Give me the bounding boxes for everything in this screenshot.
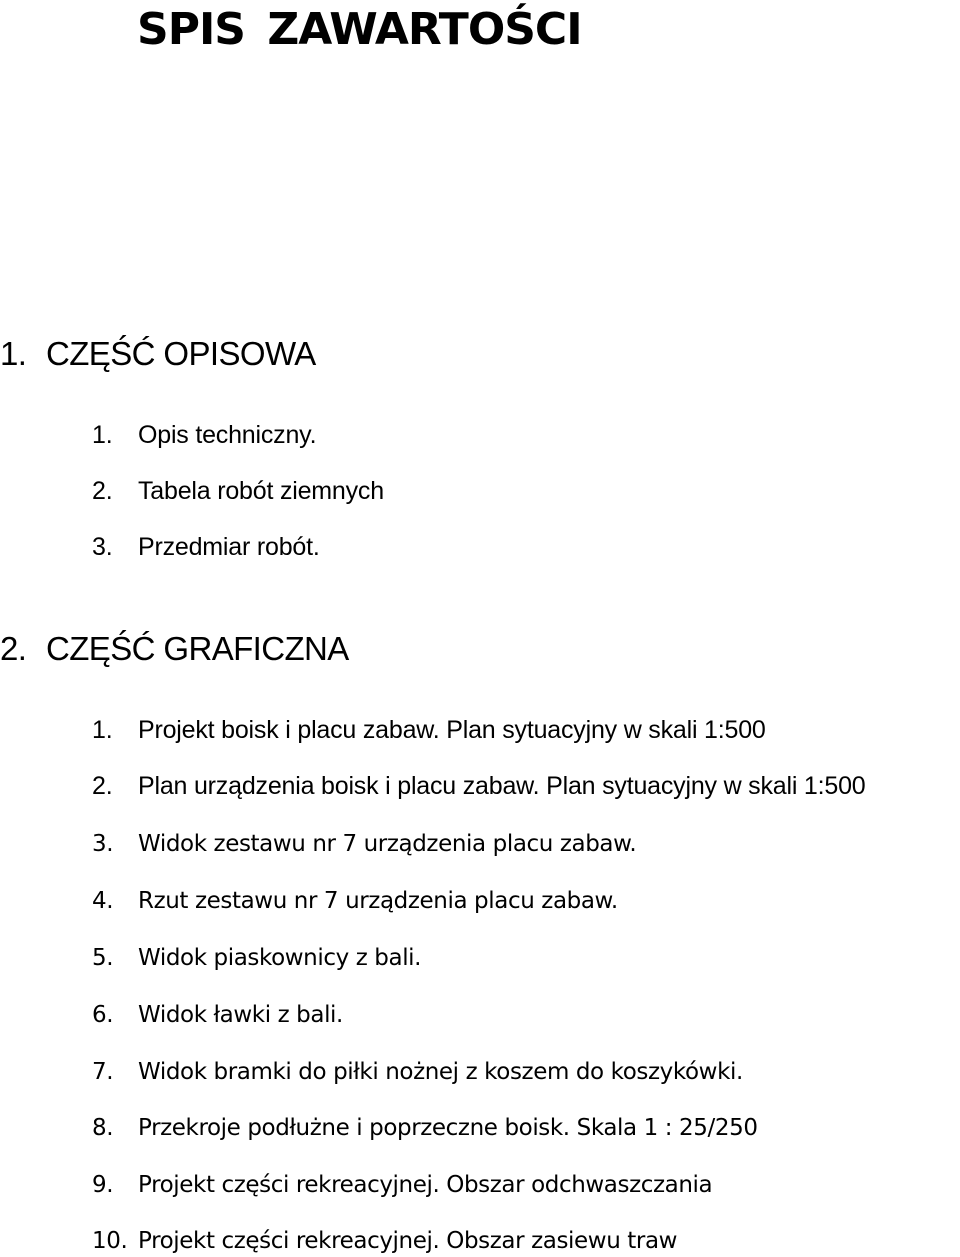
item-text: Widok bramki do piłki nożnej z koszem do koszykówki. bbox=[138, 1059, 743, 1085]
item-number: 3. bbox=[92, 533, 113, 561]
list-item bbox=[92, 1112, 758, 1144]
list-item bbox=[92, 1169, 712, 1201]
item-number: 4. bbox=[92, 888, 114, 914]
item-number: 6. bbox=[92, 1002, 114, 1028]
item-number: 7. bbox=[92, 1059, 114, 1085]
list-item bbox=[92, 531, 320, 563]
item-text: Projekt boisk i placu zabaw. Plan sytuacyjny w skali 1:500 bbox=[138, 716, 766, 744]
section-heading-opisowa bbox=[0, 334, 316, 374]
item-text: Widok ławki z bali. bbox=[138, 1002, 343, 1028]
item-number: 2. bbox=[92, 772, 113, 800]
list-item bbox=[92, 1056, 743, 1088]
section-heading-graficzna bbox=[0, 629, 349, 669]
list-item bbox=[92, 942, 421, 974]
list-item bbox=[92, 475, 384, 507]
list-item bbox=[92, 419, 316, 451]
item-number: 2. bbox=[92, 477, 113, 505]
section-title: CZĘŚĆ GRAFICZNA bbox=[46, 630, 349, 667]
list-item bbox=[92, 714, 766, 746]
item-number: 5. bbox=[92, 945, 114, 971]
item-text: Widok piaskownicy z bali. bbox=[138, 945, 422, 971]
list-item bbox=[92, 885, 618, 917]
item-number: 8. bbox=[92, 1115, 114, 1141]
item-text: Rzut zestawu nr 7 urządzenia placu zabaw. bbox=[138, 888, 618, 914]
item-text: Przekroje podłużne i poprzeczne boisk. Skala 1 : 25/250 bbox=[138, 1115, 758, 1141]
item-number: 10. bbox=[92, 1228, 128, 1254]
item-text: Projekt części rekreacyjnej. Obszar odchwaszczania bbox=[138, 1172, 713, 1198]
item-text: Widok zestawu nr 7 urządzenia placu zabaw. bbox=[138, 831, 637, 857]
list-item bbox=[92, 828, 636, 860]
list-item bbox=[92, 999, 343, 1031]
item-number: 1. bbox=[92, 716, 113, 744]
item-number: 3. bbox=[92, 831, 114, 857]
section-title: CZĘŚĆ OPISOWA bbox=[46, 335, 316, 372]
section-number: 2. bbox=[0, 630, 27, 667]
item-text: Opis techniczny. bbox=[138, 421, 317, 449]
item-number: 1. bbox=[92, 421, 113, 449]
item-text: Projekt części rekreacyjnej. Obszar zasiewu traw bbox=[138, 1228, 678, 1254]
item-text: Przedmiar robót. bbox=[138, 533, 320, 561]
section-number: 1. bbox=[0, 335, 27, 372]
item-text: Plan urządzenia boisk i placu zabaw. Plan sytuacyjny w skali 1:500 bbox=[138, 772, 866, 800]
item-number: 9. bbox=[92, 1172, 114, 1198]
item-text: Tabela robót ziemnych bbox=[138, 477, 384, 505]
list-item bbox=[92, 770, 866, 802]
page-title: SPIS ZAWARTOŚCI bbox=[137, 4, 582, 55]
list-item bbox=[92, 1225, 677, 1257]
